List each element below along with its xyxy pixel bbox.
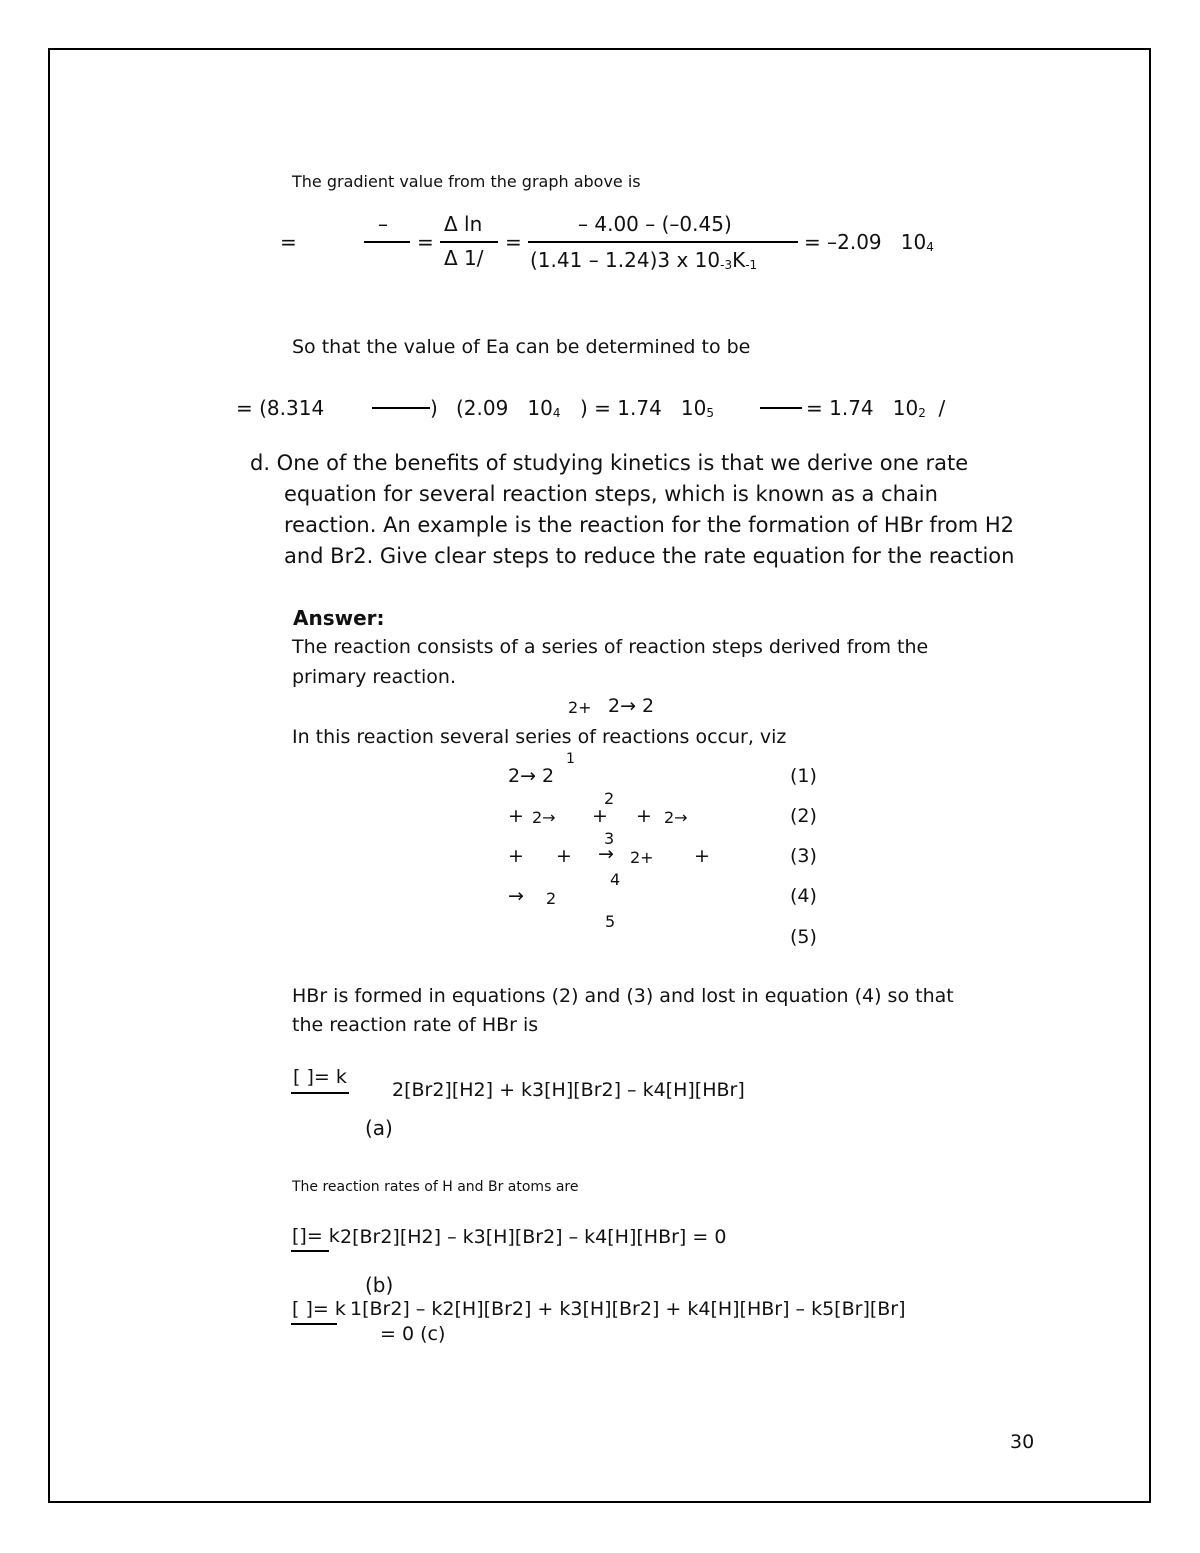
hbr-line-1: HBr is formed in equations (2) and (3) and lost in equation (4) so that — [292, 985, 954, 1007]
gradient-eq1: = — [417, 230, 434, 254]
ea-part3: (2.09 $10_4$ — [456, 396, 561, 420]
eq-c-end: = 0 (c) — [380, 1323, 446, 1345]
gradient-result: = –2.09 $10_4$ — [804, 230, 934, 254]
hbr-rate-rhs: 2[Br2][H2] + k3[H][Br2] – k4[H][HBr] — [392, 1079, 745, 1101]
primary-reaction-a: 2+ — [568, 698, 592, 717]
gradient-num2: – 4.00 – (–0.45) — [578, 212, 732, 236]
eq-b-fraction-bar — [291, 1250, 329, 1252]
step-1-reaction: 2→ 2 — [508, 765, 555, 787]
step-3-c: 2+ — [630, 848, 654, 867]
ea-fraction-bar-1 — [372, 407, 430, 409]
step-4-b: 2 — [546, 889, 557, 908]
step-3-a: + — [508, 845, 524, 867]
step-3-arrow: → — [598, 843, 614, 865]
question-line-3: reaction. An example is the reaction for the formation of HBr from H2 — [284, 513, 1015, 537]
equation-label-b: (b) — [365, 1273, 394, 1297]
step-3-b: + — [556, 845, 572, 867]
step-2-b: 2→ — [532, 808, 556, 827]
eq-b-lhs: []= k — [292, 1225, 340, 1247]
step-2-e: 2→ — [664, 808, 688, 827]
ea-part1: = (8.314 — [236, 396, 325, 420]
gradient-den2: (1.41 – 1.24)3 x $10_{-3}K_{-1}$ — [530, 248, 758, 272]
fraction-bar-3 — [528, 241, 798, 243]
page-number: 30 — [1010, 1431, 1035, 1453]
hbr-line-2: the reaction rate of HBr is — [292, 1014, 539, 1036]
rate-constant-k4: 4 — [610, 870, 621, 889]
question-line-2: equation for several reaction steps, which is known as a chain — [284, 482, 938, 506]
fraction-bar-1 — [364, 241, 410, 243]
hbr-fraction-bar — [291, 1092, 349, 1094]
rate-constant-k2: 2 — [604, 789, 615, 808]
step-3-number: (3) — [790, 845, 817, 867]
eq-c-lhs: [ ]= k — [292, 1298, 346, 1320]
eq-b-rhs: 2[Br2][H2] – k3[H][Br2] – k4[H][HBr] = 0 — [340, 1226, 727, 1248]
answer-line-1: The reaction consists of a series of reaction steps derived from the — [292, 636, 929, 658]
answer-line-2: primary reaction. — [292, 666, 457, 688]
step-2-c: + — [592, 805, 608, 827]
step-1-number: (1) — [790, 765, 817, 787]
step-4-number: (4) — [790, 885, 817, 907]
step-2-a: + — [508, 805, 524, 827]
gradient-intro: The gradient value from the graph above is — [292, 172, 641, 191]
step-5-number: (5) — [790, 926, 817, 948]
ea-part4: ) = 1.74 $10_5$ — [580, 396, 714, 420]
equation-label-a: (a) — [365, 1116, 393, 1140]
series-intro: In this reaction several series of reactions occur, viz — [292, 726, 787, 748]
gradient-minus: – — [378, 212, 388, 236]
primary-reaction-b: 2→ 2 — [608, 695, 655, 717]
atoms-intro: The reaction rates of H and Br atoms are — [292, 1179, 579, 1195]
ea-part2: ) — [430, 396, 438, 420]
gradient-num1: Δ ln — [444, 212, 483, 236]
gradient-den1: Δ 1/ — [444, 246, 484, 270]
fraction-bar-2 — [440, 241, 498, 243]
gradient-equals: = — [280, 230, 297, 254]
rate-constant-k5: 5 — [605, 912, 616, 931]
step-2-number: (2) — [790, 805, 817, 827]
ea-part5: = 1.74 $10_2$ / — [806, 396, 946, 420]
gradient-eq2: = — [505, 230, 522, 254]
question-line-1: d. One of the benefits of studying kinetics is that we derive one rate — [250, 451, 969, 475]
ea-intro: So that the value of Ea can be determined to be — [292, 336, 751, 358]
eq-c-rhs: 1[Br2] – k2[H][Br2] + k3[H][Br2] + k4[H][HBr] – k5[Br][Br] — [350, 1298, 906, 1320]
eq-c-fraction-bar — [291, 1323, 337, 1325]
question-line-4: and Br2. Give clear steps to reduce the rate equation for the reaction — [284, 544, 1015, 568]
rate-constant-k3: 3 — [604, 829, 615, 848]
step-2-d: + — [636, 805, 652, 827]
hbr-rate-lhs: [ ]= k — [293, 1066, 347, 1088]
rate-constant-k1: 1 — [566, 751, 575, 767]
step-3-d: + — [694, 845, 710, 867]
ea-fraction-bar-2 — [760, 407, 802, 409]
step-4-arrow: → — [508, 885, 524, 907]
answer-heading: Answer: — [293, 606, 385, 630]
